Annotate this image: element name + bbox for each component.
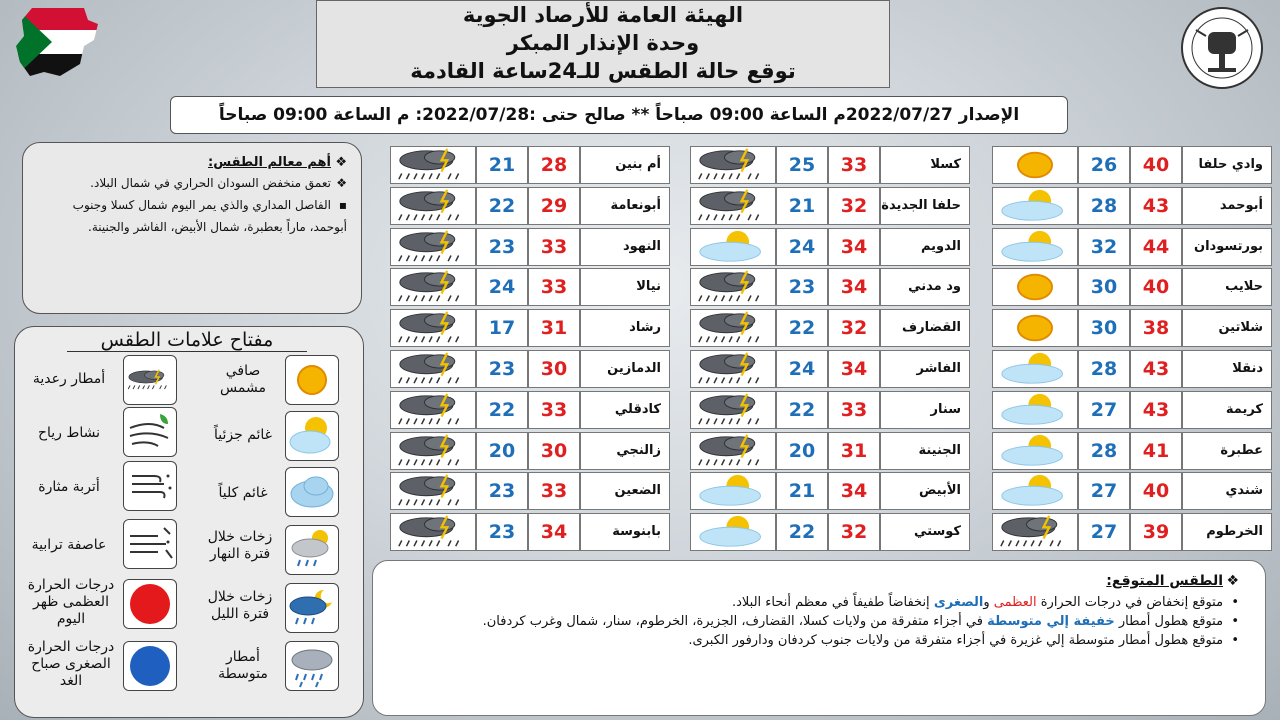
table-row [992,146,1272,184]
expected-weather-box [372,560,1266,716]
table-row [390,350,670,388]
max-temp-value: 38 [1130,309,1182,347]
legend-label-sunny: صافي مشمس [220,363,266,396]
max-temp-value: 32 [828,513,880,551]
min-temp-value: 23 [476,513,528,551]
table-row [992,350,1272,388]
table-row [690,187,970,225]
thunderstorm-icon [390,268,476,306]
station-name: الخرطوم [1182,513,1272,551]
station-name: الضعين [580,472,670,510]
legend-label-night-showers: زخات خلال فترة الليل [207,589,273,622]
table-row [390,187,670,225]
station-name: كادقلي [580,391,670,429]
legend-label-day-showers: زخات خلال فترة النهار [207,529,273,562]
station-name: دنقلا [1182,350,1272,388]
max-temp-value: 43 [1130,391,1182,429]
legend-label-dust-storm: عاصفة ترابية [31,537,107,553]
table-row [992,391,1272,429]
thunderstorm-icon [690,391,776,429]
station-name: الأبيض [880,472,970,510]
min-temp-value: 21 [776,187,828,225]
legend-label-thunder: أمطار رعدية [32,371,106,387]
station-name: رشاد [580,309,670,347]
min-temp-value: 21 [476,146,528,184]
station-name: الدمازين [580,350,670,388]
expected-title: ❖الطقس المتوقع: [1106,573,1239,589]
max-temp-value: 31 [528,309,580,347]
partly-cloudy-icon [992,432,1078,470]
header-title: الهيئة العامة للأرصاد الجوية [462,3,744,27]
partly-cloudy-icon [285,411,339,461]
thunderstorm-icon [690,268,776,306]
max-temp-value: 30 [528,350,580,388]
min-temp-value: 20 [776,432,828,470]
max-temp-value: 34 [828,472,880,510]
table-row [390,309,670,347]
station-name: وادي حلفا [1182,146,1272,184]
min-temp-value: 22 [476,391,528,429]
wind-icon [123,407,177,457]
min-temp-value: 26 [1078,146,1130,184]
dust-storm-icon [123,519,177,569]
sun-icon [992,309,1078,347]
max-temp-value: 33 [828,146,880,184]
thunderstorm-icon [992,513,1078,551]
moderate-rain-icon [285,641,339,691]
thunderstorm-icon [390,472,476,510]
station-name: القضارف [880,309,970,347]
table-row [992,309,1272,347]
min-temp-value: 22 [776,309,828,347]
thunderstorm-icon [390,309,476,347]
max-temp-value: 33 [528,228,580,266]
min-temp-value: 30 [1078,309,1130,347]
partly-cloudy-icon [992,350,1078,388]
partly-cloudy-icon [690,228,776,266]
max-temp-value: 40 [1130,268,1182,306]
square-bullet-icon: ▪ [338,198,347,212]
station-name: زالنجي [580,432,670,470]
thunderstorm-icon [690,350,776,388]
station-name: الجنينة [880,432,970,470]
station-name: ود مدني [880,268,970,306]
min-temp-value: 23 [476,472,528,510]
partly-cloudy-icon [690,513,776,551]
min-temp-value: 24 [776,228,828,266]
station-name: نيالا [580,268,670,306]
max-temp-value: 34 [828,268,880,306]
table-row [390,391,670,429]
sun-icon [992,146,1078,184]
thunderstorm-icon [690,187,776,225]
min-temp-value: 30 [1078,268,1130,306]
min-temp-value: 25 [776,146,828,184]
min-temp-value: 23 [476,350,528,388]
expected-line: • متوقع هطول أمطار خفيفة إلي متوسطة في أجزاء متفرقة من ولايات كسلا، القضارف، الجزيرة، الخرطوم، سنار، شمال وغرب كردفان. [482,614,1239,629]
partly-cloudy-icon [992,228,1078,266]
min-temp-value: 32 [1078,228,1130,266]
header-box [316,0,890,88]
max-temp-value: 43 [1130,187,1182,225]
max-temp-value: 31 [828,432,880,470]
max-temp-value: 40 [1130,472,1182,510]
feature-item: أبوحمد، ماراً بعطبرة، شمال الأبيض، الفاشر والجنينة. [88,220,347,234]
table-row [690,472,970,510]
min-temp-value: 28 [1078,432,1130,470]
max-temp-value: 44 [1130,228,1182,266]
station-name: شلاتين [1182,309,1272,347]
min-temp-icon [123,641,177,691]
partly-cloudy-icon [992,391,1078,429]
diamond-bullet-icon: ❖ [1226,573,1239,589]
max-temp-value: 29 [528,187,580,225]
thunderstorm-icon [690,432,776,470]
station-name: النهود [580,228,670,266]
max-temp-value: 41 [1130,432,1182,470]
max-temp-value: 34 [828,228,880,266]
min-temp-value: 28 [1078,187,1130,225]
partly-cloudy-icon [992,472,1078,510]
table-row [690,350,970,388]
legend-label-cloudy: غائم كلياً [218,485,268,501]
station-name: الدويم [880,228,970,266]
night-showers-icon [285,583,339,633]
station-name: سنار [880,391,970,429]
table-row [690,228,970,266]
max-temp-value: 30 [528,432,580,470]
min-temp-value: 22 [776,391,828,429]
expected-line: • متوقع إنخفاض في درجات الحرارة العظمى والصغرى إنخفاضاً طفيفاً في معظم أنحاء البلاد. [732,595,1239,610]
station-name: أم بنين [580,146,670,184]
max-temp-value: 33 [528,268,580,306]
table-row [992,268,1272,306]
max-temp-icon [123,579,177,629]
legend-label-wind: نشاط رياح [37,425,100,441]
partly-cloudy-icon [690,472,776,510]
station-name: عطبرة [1182,432,1272,470]
table-row [992,228,1272,266]
legend-label-min-temp: درجات الحرارة الصغرى صباح الغد [27,639,115,689]
min-temp-value: 22 [776,513,828,551]
table-row [992,472,1272,510]
legend-label-partly: غائم جزئياً [213,427,273,443]
min-temp-value: 21 [776,472,828,510]
legend-label-moderate-rain: أمطار متوسطة [218,649,268,682]
max-temp-value: 39 [1130,513,1182,551]
meteorological-authority-logo [1178,4,1266,92]
table-row [690,432,970,470]
min-temp-value: 23 [776,268,828,306]
station-name: كسلا [880,146,970,184]
table-row [390,228,670,266]
features-title: ❖أهم معالم الطقس: [208,155,347,170]
max-temp-value: 34 [828,350,880,388]
max-temp-value: 34 [528,513,580,551]
sun-icon [992,268,1078,306]
legend-title: مفتاح علامات الطقس [67,329,307,352]
cloudy-icon [285,467,339,517]
table-row [992,513,1272,551]
table-row [690,146,970,184]
station-name: شندي [1182,472,1272,510]
header-forecast-title: توقع حالة الطقس للـ24ساعة القادمة [410,59,796,83]
partly-cloudy-icon [992,187,1078,225]
station-name: كريمة [1182,391,1272,429]
legend-label-max-temp: درجات الحرارة العظمى ظهر اليوم [27,577,115,627]
max-temp-value: 32 [828,309,880,347]
table-row [390,472,670,510]
table-row [992,187,1272,225]
weather-symbols-legend [14,326,364,718]
max-temp-value: 40 [1130,146,1182,184]
max-temp-value: 32 [828,187,880,225]
min-temp-value: 24 [776,350,828,388]
table-row [690,391,970,429]
expected-line: • متوقع هطول أمطار متوسطة إلي غزيرة في أجزاء متفرقة من ولايات جنوب كردفان ودارفور الكبرى. [688,633,1239,648]
station-name: بورتسودان [1182,228,1272,266]
station-name: الفاشر [880,350,970,388]
feature-item: ❖تعمق منخفض السودان الحراري في شمال البلاد. [90,176,347,190]
thunderstorm-icon [690,146,776,184]
min-temp-value: 27 [1078,391,1130,429]
sun-icon [285,355,339,405]
dust-icon [123,461,177,511]
thunderstorm-icon [690,309,776,347]
diamond-bullet-icon: ❖ [336,176,347,190]
thunderstorm-icon [390,391,476,429]
table-row [390,146,670,184]
min-temp-value: 24 [476,268,528,306]
table-row [390,432,670,470]
station-name: حلايب [1182,268,1272,306]
thunderstorm-icon [390,513,476,551]
header-subtitle: وحدة الإنذار المبكر [506,31,700,55]
table-row [690,309,970,347]
max-temp-value: 33 [828,391,880,429]
thunderstorm-icon [390,432,476,470]
min-temp-value: 17 [476,309,528,347]
table-row [690,268,970,306]
station-name: كوستي [880,513,970,551]
min-temp-value: 27 [1078,472,1130,510]
weather-features-box [22,142,362,314]
max-temp-value: 33 [528,472,580,510]
thunderstorm-icon [390,146,476,184]
issue-validity-bar: الإصدار 2022/07/27م الساعة 09:00 صباحاً ** صالح حتى :2022/07/28: م الساعة 09:00 صباحاً [170,96,1068,134]
diamond-bullet-icon: ❖ [335,155,347,170]
station-name: أبونعامة [580,187,670,225]
station-name: أبوحمد [1182,187,1272,225]
table-row [390,268,670,306]
min-temp-value: 22 [476,187,528,225]
table-row [390,513,670,551]
thunderstorm-icon [390,187,476,225]
legend-label-dust: أتربة مثارة [38,479,100,495]
max-temp-value: 43 [1130,350,1182,388]
max-temp-value: 28 [528,146,580,184]
thunderstorm-icon [390,350,476,388]
min-temp-value: 27 [1078,513,1130,551]
min-temp-value: 28 [1078,350,1130,388]
min-temp-value: 20 [476,432,528,470]
min-temp-value: 23 [476,228,528,266]
day-showers-icon [285,525,339,575]
station-name: بابنوسة [580,513,670,551]
feature-item: ▪الفاصل المداري والذي يمر اليوم شمال كسلا وجنوب [72,198,347,212]
thunderstorm-icon [123,355,177,405]
thunderstorm-icon [390,228,476,266]
station-name: حلفا الجديدة [880,187,970,225]
table-row [690,513,970,551]
max-temp-value: 33 [528,391,580,429]
sudan-flag [14,6,100,78]
table-row [992,432,1272,470]
